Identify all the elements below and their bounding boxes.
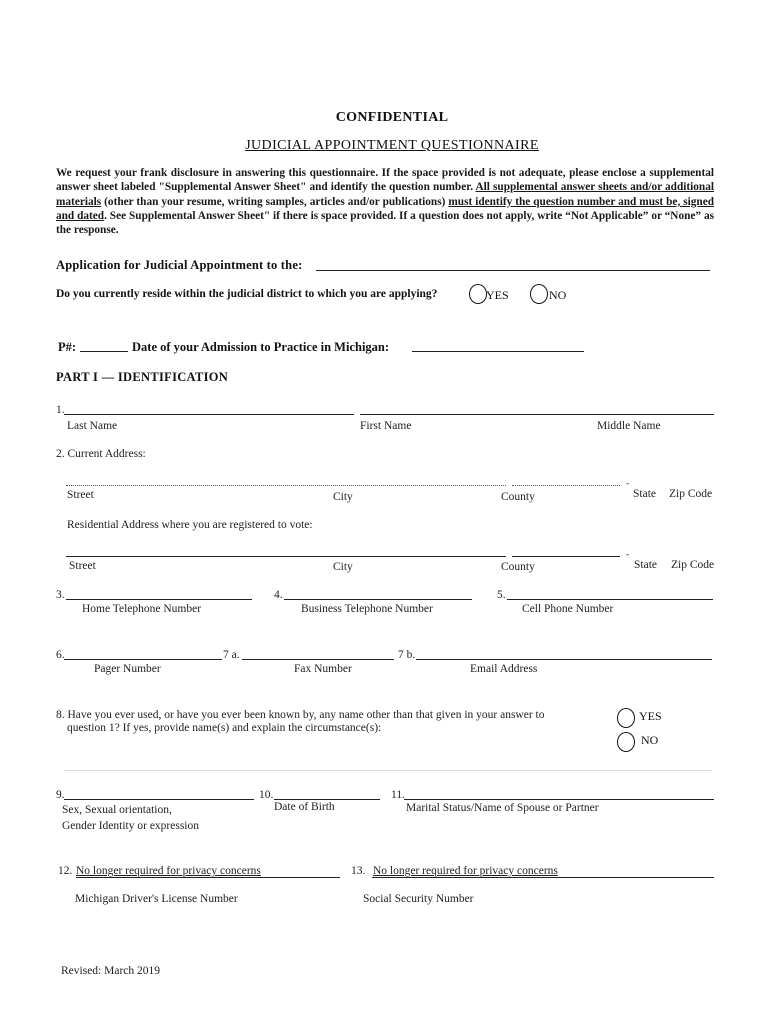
reside-yes-radio[interactable]	[469, 284, 487, 304]
business-phone-label: Business Telephone Number	[301, 603, 433, 615]
intro-paragraph	[56, 166, 714, 237]
reside-yes-label: YES	[486, 288, 509, 302]
dob-field[interactable]	[274, 799, 380, 800]
last-name-field[interactable]	[64, 414, 354, 415]
current-street-city-field[interactable]	[66, 485, 506, 486]
intro-text-2: All supplemental answer sheets and/or additional materials	[56, 181, 715, 208]
q8-yes-label: YES	[639, 709, 662, 723]
reside-question: Do you currently reside within the judicial district to which you are applying?	[56, 288, 438, 300]
q1-number: 1.	[56, 404, 65, 416]
q12-number: 12.	[58, 865, 73, 877]
application-label: Application for Judicial Appointment to the:	[56, 258, 303, 272]
current-county-label: County	[501, 491, 535, 503]
residential-street-label: Street	[69, 560, 96, 572]
intro-text-3: (other than your resume, writing samples, articles and/or publications)	[101, 195, 449, 208]
admission-date-field[interactable]	[412, 351, 584, 352]
fax-label: Fax Number	[294, 663, 352, 675]
dob-label: Date of Birth	[274, 801, 335, 813]
q9-number: 9.	[56, 789, 65, 801]
confidential-heading: CONFIDENTIAL	[335, 110, 449, 125]
revised-date: Revised: March 2019	[61, 965, 161, 977]
current-state-label: State	[633, 488, 656, 500]
residential-county-field[interactable]	[512, 556, 620, 557]
current-zip-label: Zip Code	[669, 488, 713, 500]
home-phone-field[interactable]	[66, 599, 252, 600]
email-field[interactable]	[416, 659, 712, 660]
business-phone-field[interactable]	[284, 599, 472, 600]
q7b-number: 7 b.	[398, 649, 416, 661]
ssn-label: Social Security Number	[363, 893, 474, 905]
part1-heading: PART I — IDENTIFICATION	[56, 370, 229, 384]
fax-field[interactable]	[242, 659, 394, 660]
q13-number: 13.	[351, 865, 366, 877]
application-field[interactable]	[316, 270, 710, 271]
residential-county-label: County	[501, 561, 535, 573]
q3-number: 3.	[56, 589, 65, 601]
first-name-label: First Name	[360, 420, 412, 432]
reside-no-radio[interactable]	[530, 284, 548, 304]
license-label: Michigan Driver's License Number	[75, 893, 238, 905]
page-title: JUDICIAL APPOINTMENT QUESTIONNAIRE	[245, 138, 539, 153]
residential-address-label: Residential Address where you are registered to vote:	[67, 519, 313, 531]
q2-label: 2. Current Address:	[56, 448, 146, 460]
current-street-label: Street	[67, 489, 94, 501]
current-city-label: City	[333, 491, 353, 503]
marital-field[interactable]	[404, 799, 714, 800]
intro-text-5: . See Supplemental Answer Sheet" if there is space provided. If a question does not apply, write “Not Applicable” or “None” as the response.	[56, 209, 714, 237]
q4-number: 4.	[274, 589, 283, 601]
q13-value: No longer required for privacy concerns	[373, 865, 558, 877]
ssn-field[interactable]	[372, 877, 714, 878]
residential-state-label: State	[634, 559, 657, 571]
cell-phone-label: Cell Phone Number	[522, 603, 614, 615]
p-number-field[interactable]	[80, 351, 128, 352]
current-dash: -	[626, 478, 629, 488]
q8-no-radio[interactable]	[617, 732, 635, 752]
residential-zip-label: Zip Code	[671, 559, 715, 571]
middle-name-label: Middle Name	[597, 420, 661, 432]
reside-no-label: NO	[549, 288, 567, 302]
home-phone-label: Home Telephone Number	[82, 603, 202, 615]
license-field[interactable]	[76, 877, 340, 878]
current-county-field[interactable]	[512, 485, 620, 486]
q12-value: No longer required for privacy concerns	[76, 865, 261, 877]
email-label: Email Address	[470, 663, 538, 675]
sex-label-line2: Gender Identity or expression	[62, 820, 200, 832]
last-name-label: Last Name	[67, 420, 118, 432]
first-middle-name-field[interactable]	[360, 414, 714, 415]
q8-no-label: NO	[641, 733, 659, 747]
cell-phone-field[interactable]	[507, 599, 713, 600]
admission-date-label: Date of your Admission to Practice in Michigan:	[132, 340, 390, 354]
q6-number: 6.	[56, 649, 65, 661]
sex-field[interactable]	[64, 799, 254, 800]
q8-yes-radio[interactable]	[617, 708, 635, 728]
q5-number: 5.	[497, 589, 506, 601]
q8-question-line1: 8. Have you ever used, or have you ever been known by, any name other than that given in your answer to	[56, 709, 545, 721]
q7a-number: 7 a.	[223, 649, 240, 661]
q8-question-line2: question 1? If yes, provide name(s) and explain the circumstance(s):	[67, 722, 382, 734]
pager-field[interactable]	[64, 659, 222, 660]
marital-label: Marital Status/Name of Spouse or Partner	[406, 802, 599, 814]
residential-city-label: City	[333, 561, 353, 573]
q10-number: 10.	[259, 789, 274, 801]
intro-text-1: We request your frank disclosure in answering this questionnaire. If the space provided is not adequate, please enclose a supplemental answer sheet labeled "Supplemental Answer Sheet" and identify the question number.	[56, 167, 714, 194]
q11-number: 11.	[391, 789, 405, 801]
residential-street-city-field[interactable]	[66, 556, 506, 557]
intro-text-4: must identify the question number and must be, signed and dated	[56, 195, 715, 222]
p-number-label: P#:	[58, 340, 77, 354]
sex-label-line1: Sex, Sexual orientation,	[62, 804, 172, 816]
residential-dash: -	[626, 549, 629, 559]
q8-answer-field[interactable]	[64, 770, 712, 771]
pager-label: Pager Number	[94, 663, 161, 675]
